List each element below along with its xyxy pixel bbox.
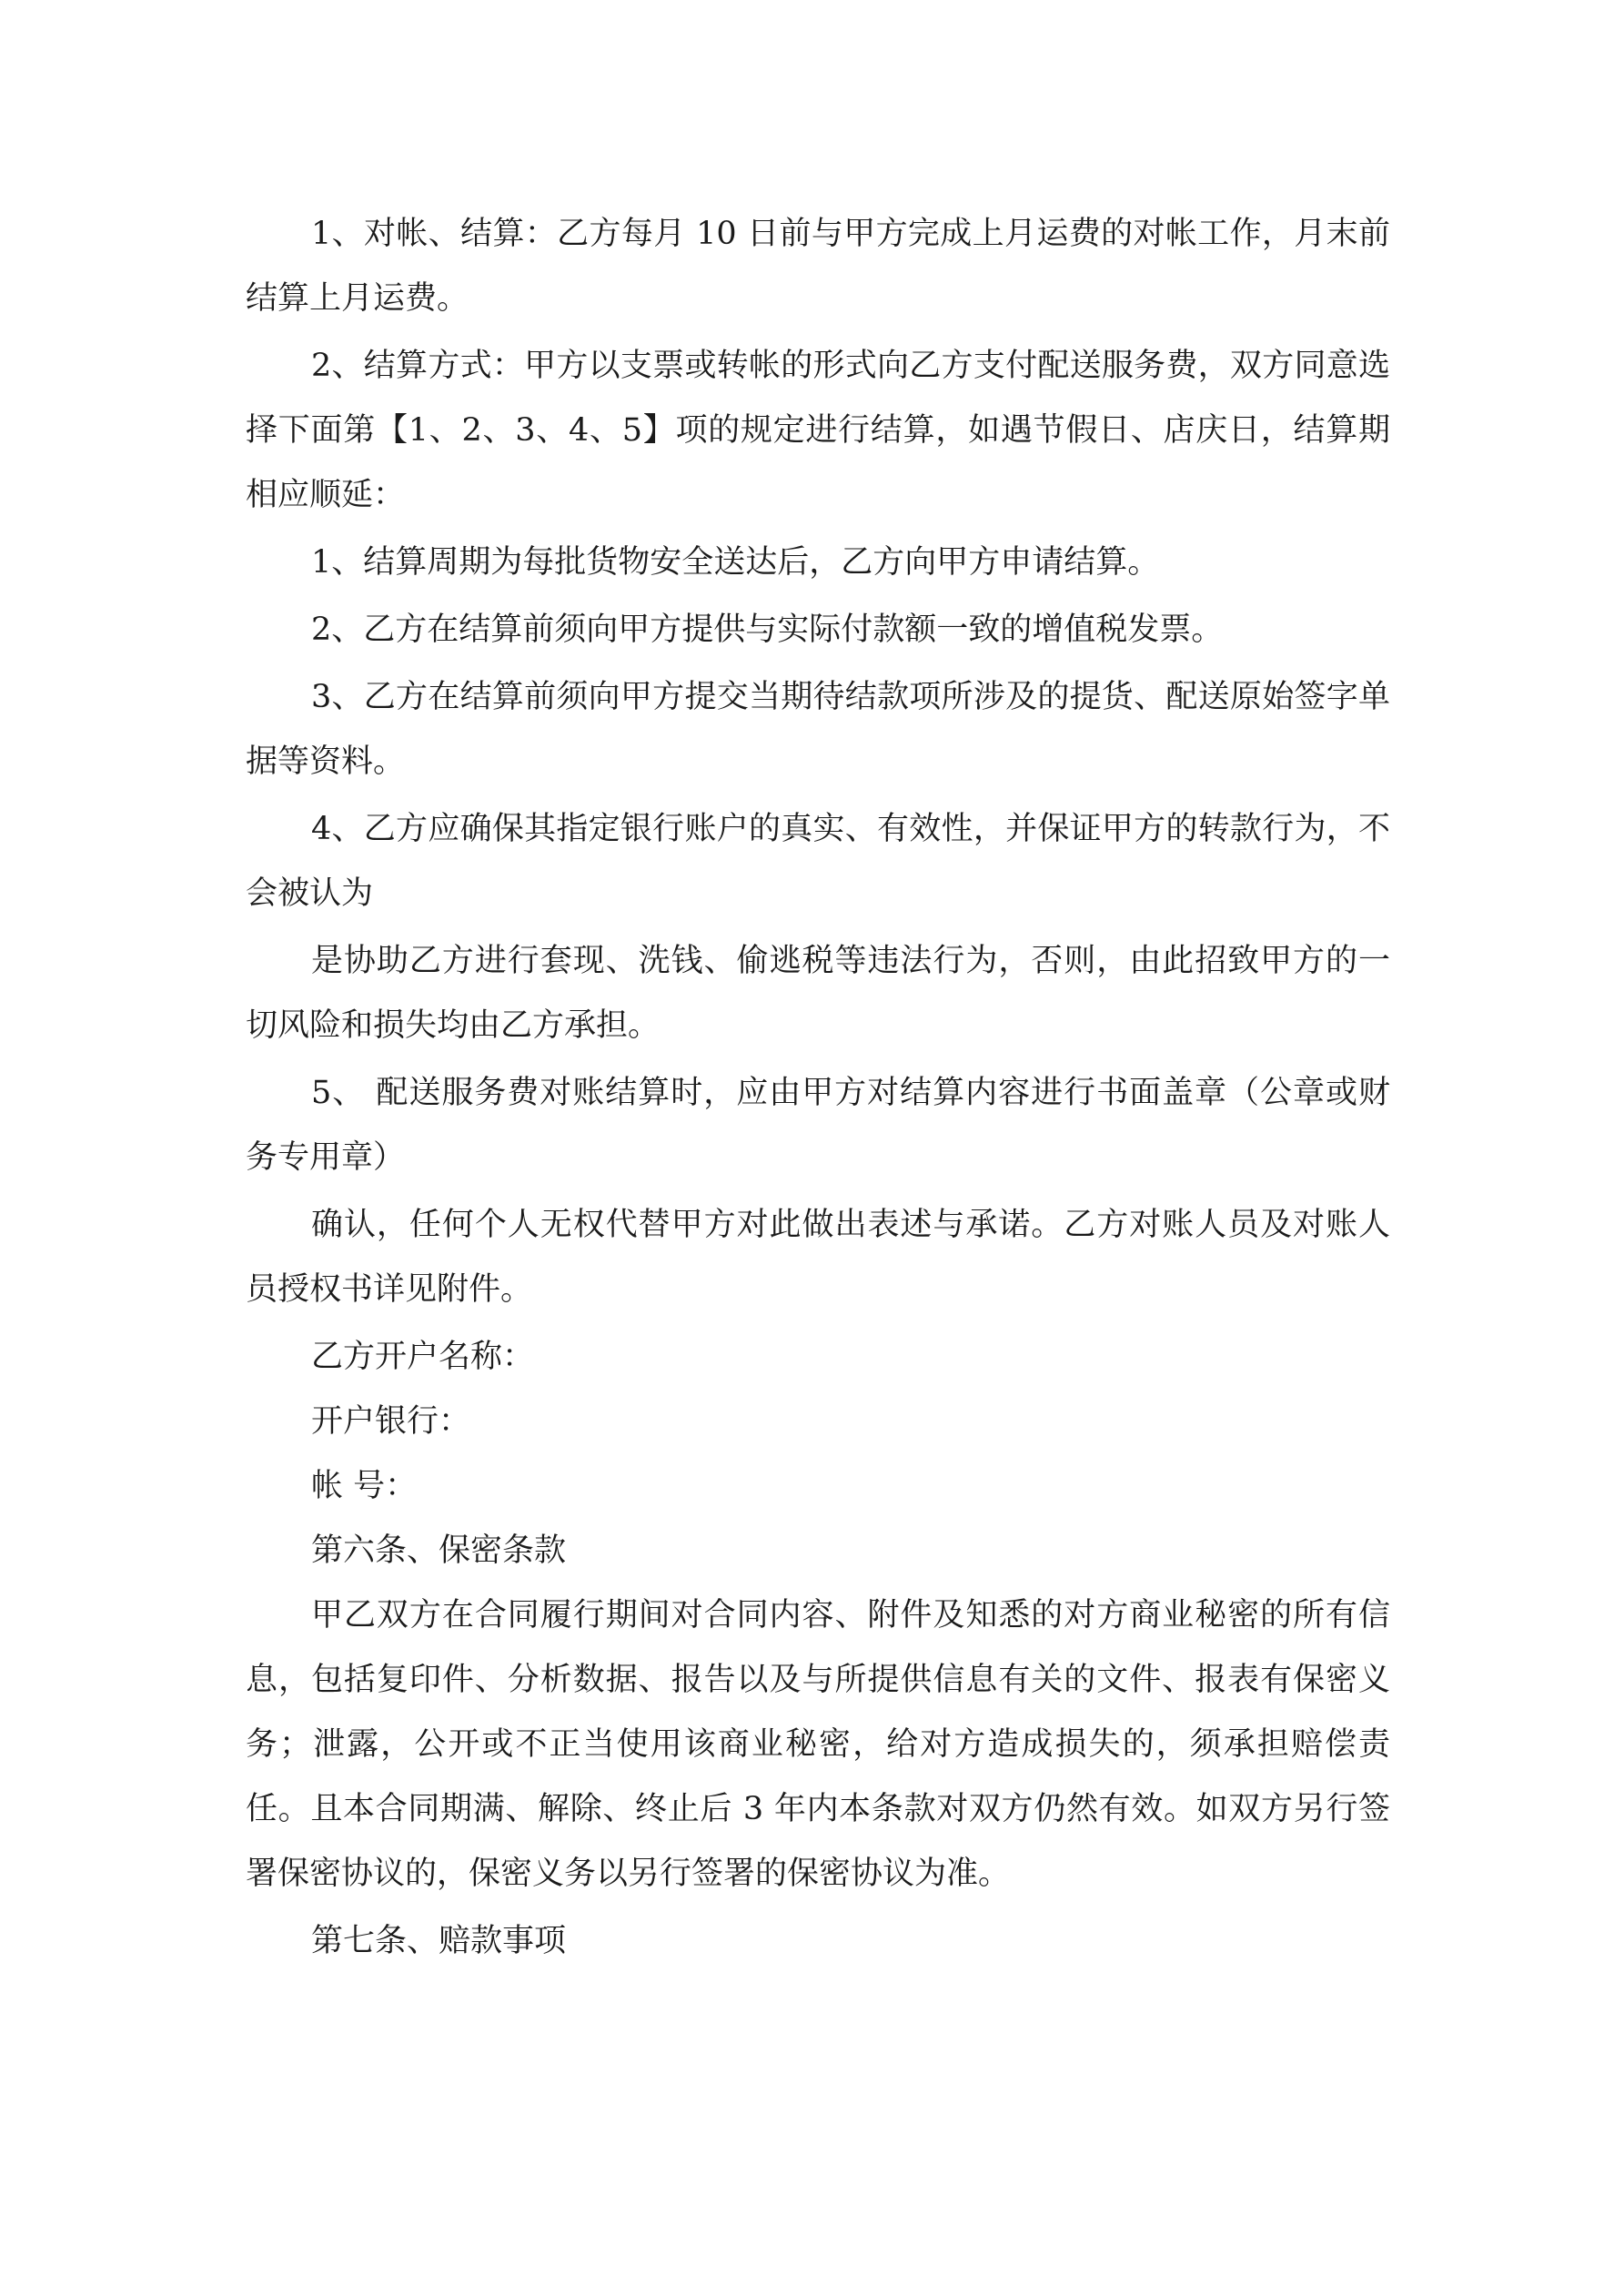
paragraph-confirmation: 确认，任何个人无权代替甲方对此做出表述与承诺。乙方对账人员及对账人员授权书详见附件。 bbox=[246, 1207, 1390, 1308]
paragraph-risk: 是协助乙方进行套现、洗钱、偷逃税等违法行为，否则，由此招致甲方的一切风险和损失均由乙方承担。 bbox=[246, 943, 1390, 1044]
paragraph-vat-invoice: 2、乙方在结算前须向甲方提供与实际付款额一致的增值税发票。 bbox=[311, 612, 1224, 648]
paragraph-seal: 5、 配送服务费对账结算时，应由甲方对结算内容进行书面盖章（公章或财务专用章） bbox=[246, 1075, 1390, 1176]
heading-article-7: 第七条、赔款事项 bbox=[311, 1923, 567, 1959]
field-bank: 开户银行： bbox=[311, 1403, 471, 1440]
paragraph-bank-account: 4、乙方应确保其指定银行账户的真实、有效性，并保证甲方的转款行为，不会被认为 bbox=[246, 811, 1390, 912]
field-account-number: 帐 号： bbox=[311, 1468, 418, 1504]
paragraph-settlement-method: 2、结算方式：甲方以支票或转帐的形式向乙方支付配送服务费，双方同意选择下面第【1、2、3、4、5】项的规定进行结算，如遇节假日、店庆日，结算期相应顺延： bbox=[246, 348, 1390, 513]
heading-article-6: 第六条、保密条款 bbox=[311, 1532, 567, 1569]
field-account-name: 乙方开户名称： bbox=[311, 1339, 535, 1375]
paragraph-confidentiality: 甲乙双方在合同履行期间对合同内容、附件及知悉的对方商业秘密的所有信息，包括复印件、分析数据、报告以及与所提供信息有关的文件、报表有保密义务；泄露，公开或不正当使用该商业秘密，给对方造成损失的，须承担赔偿责任。且本合同期满、解除、终止后 3 年内本条款对双方仍然有效。如双方另行签署保密协议的，保密义务以另行签署的保密协议为准。 bbox=[246, 1597, 1390, 1892]
paragraph-reconciliation: 1、对帐、结算：乙方每月 10 日前与甲方完成上月运费的对帐工作，月末前结算上月运费。 bbox=[246, 216, 1390, 317]
paragraph-documents: 3、乙方在结算前须向甲方提交当期待结款项所涉及的提货、配送原始签字单据等资料。 bbox=[246, 679, 1390, 780]
document-body bbox=[246, 202, 1390, 1974]
paragraph-settlement-cycle: 1、结算周期为每批货物安全送达后，乙方向甲方申请结算。 bbox=[311, 544, 1160, 581]
